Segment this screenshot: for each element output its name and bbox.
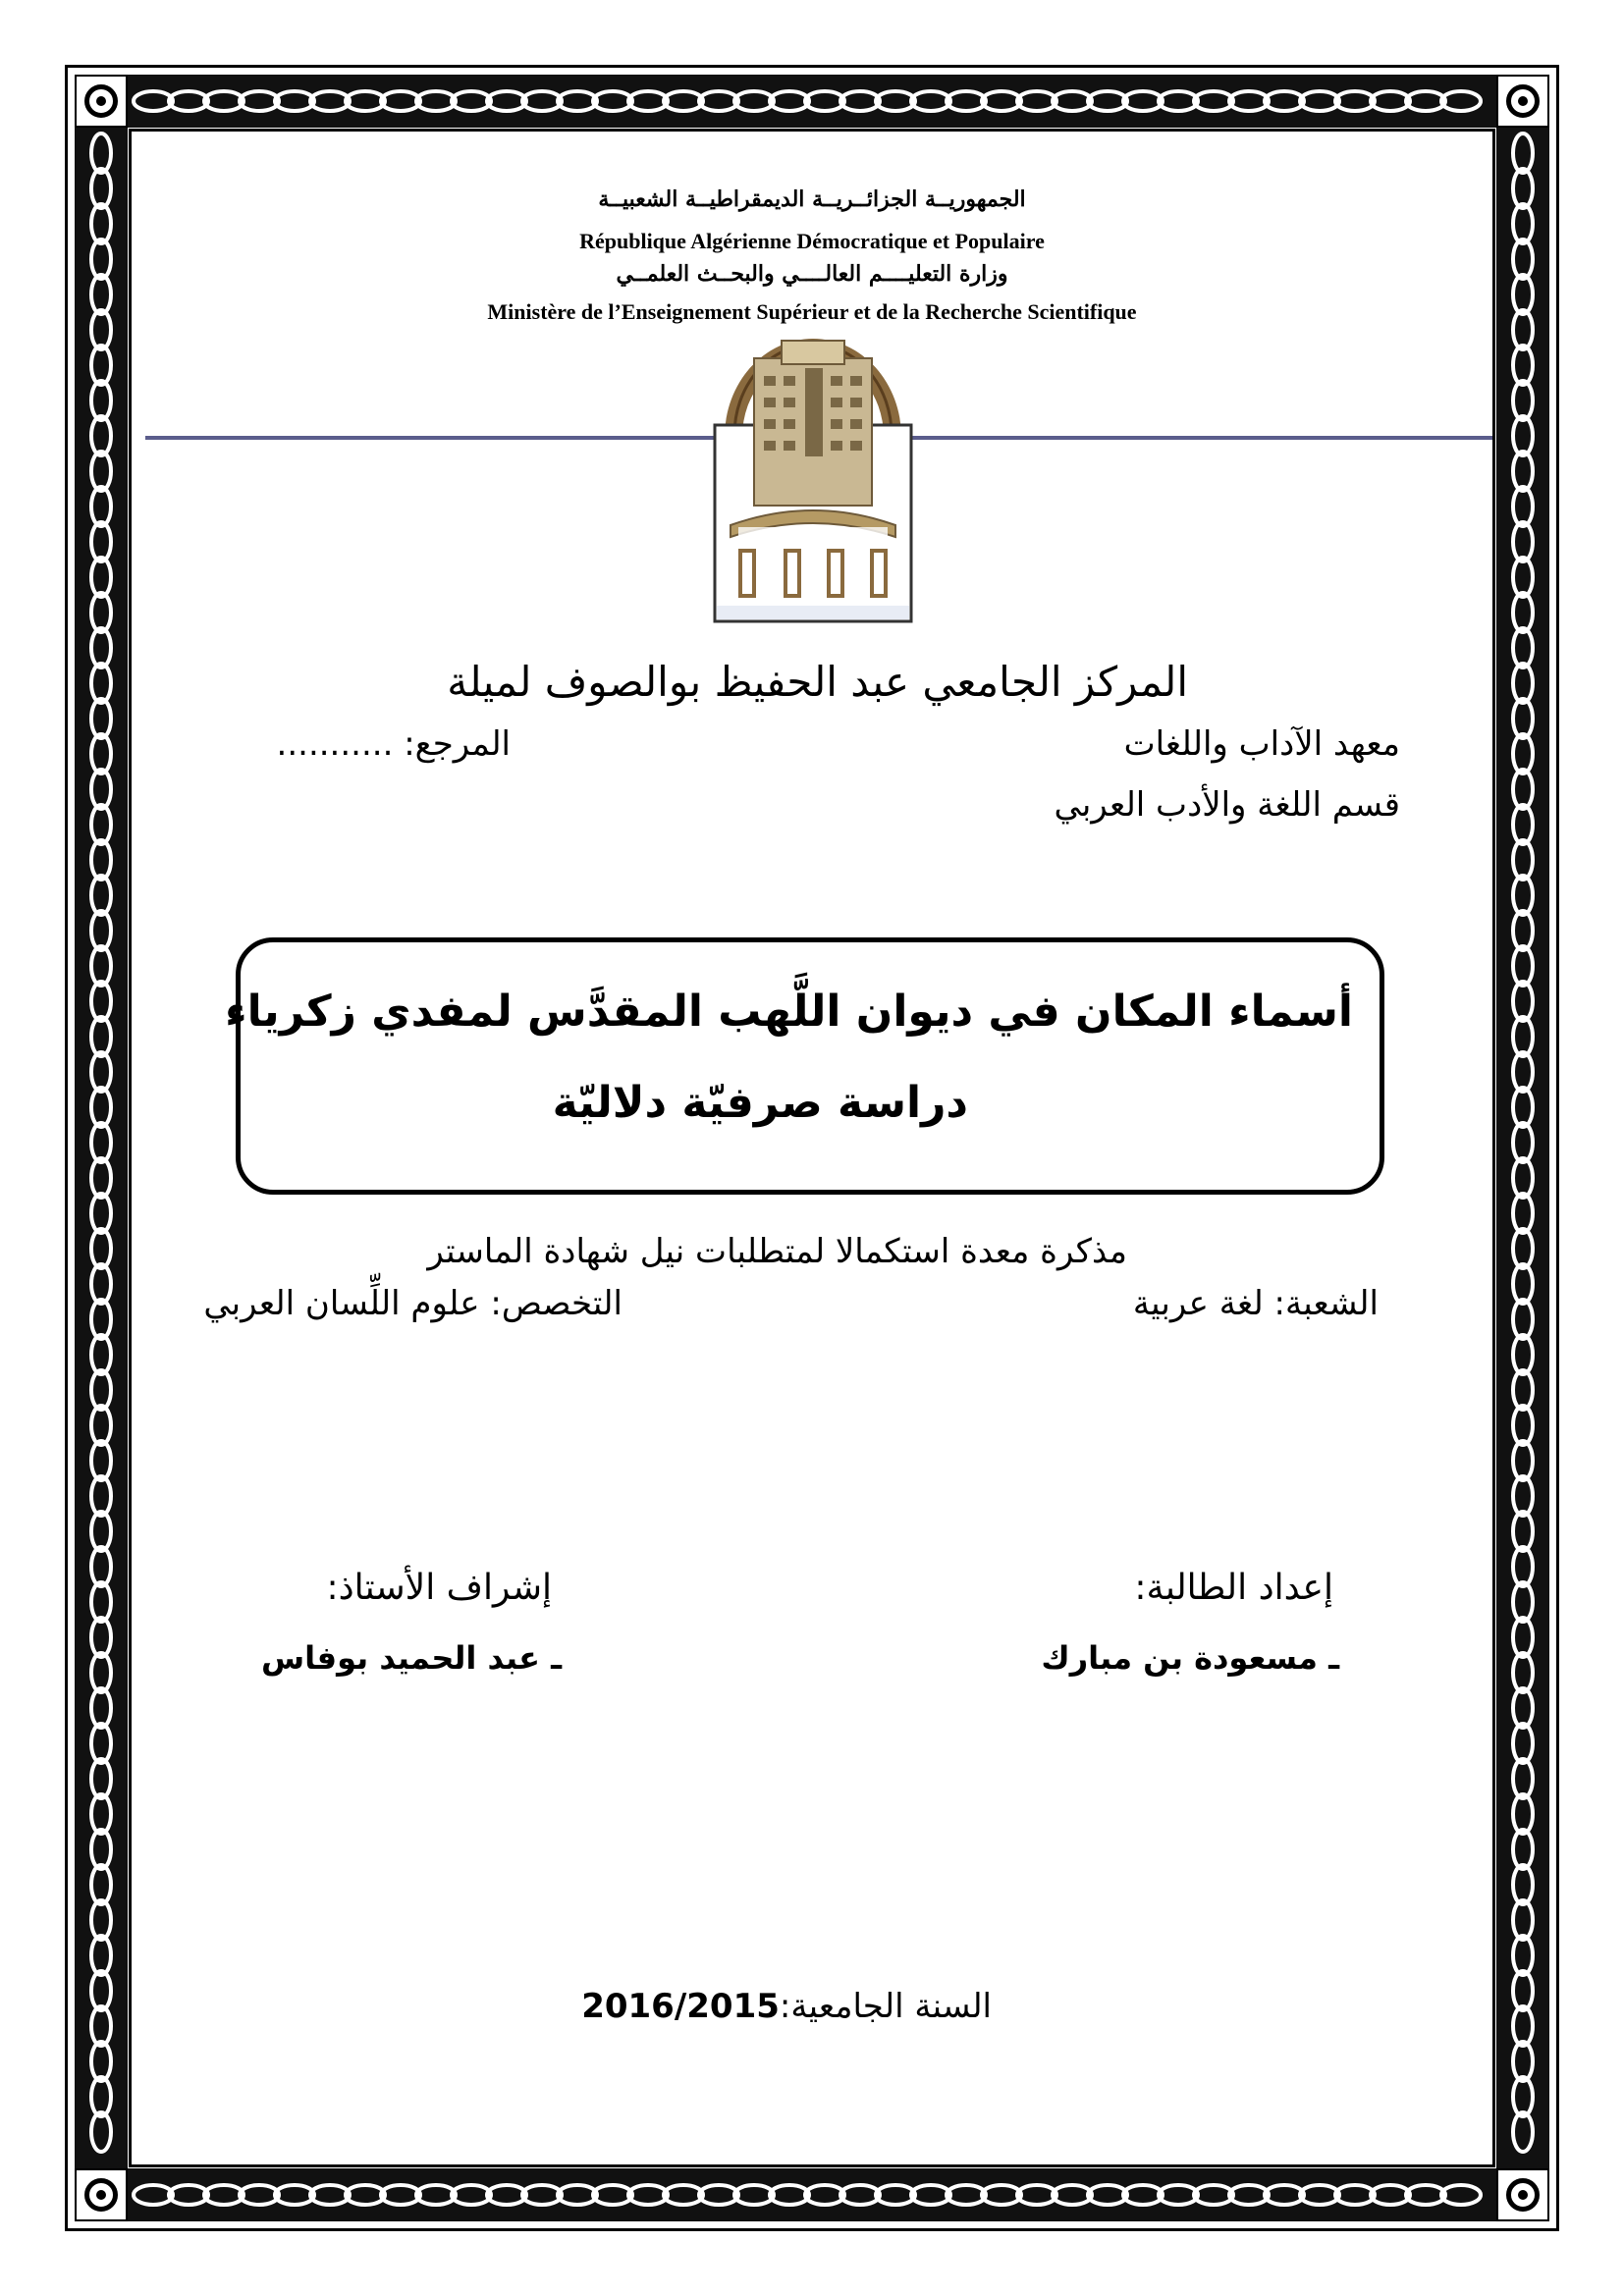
corner-ornament-icon — [75, 75, 128, 128]
thesis-purpose: مذكرة معدة استكمالا لمتطلبات نيل شهادة الماستر — [427, 1232, 1127, 1271]
academic-year-value: 2016/2015 — [581, 1987, 780, 2026]
academic-year — [581, 1987, 992, 2026]
republic-french: République Algérienne Démocratique et Populaire — [579, 229, 1045, 253]
academic-year-label: السنة الجامعية: — [779, 1987, 992, 2026]
thesis-title-box — [236, 937, 1384, 1195]
department-name: قسم اللغة والأدب العربي — [1054, 785, 1400, 825]
corner-ornament-icon — [1496, 2168, 1549, 2221]
reference-number: المرجع: ........... — [276, 724, 511, 764]
supervisor-label: إشراف الأستاذ: — [326, 1568, 552, 1608]
corner-ornament-icon — [1496, 75, 1549, 128]
supervisor-name: ـ عبد الحميد بوفاس — [260, 1639, 562, 1677]
ministry-french: Ministère de l’Enseignement Supérieur et de la Recherche Scientifique — [487, 299, 1137, 324]
header-divider-right — [911, 436, 1492, 440]
specialty: التخصص: علوم اللِّسان العربي — [203, 1284, 623, 1323]
thesis-title-line1: أسماء المكان في ديوان اللَّهب المقدَّس لمفدي زكرياء — [225, 987, 1353, 1037]
center-name: المركز الجامعي عبد الحفيظ بوالصوف لميلة — [447, 658, 1188, 706]
university-logo — [711, 319, 915, 625]
republic-arabic: الجمهوريــة الجزائــريــة الديمقراطيــة الشعبيــة — [598, 187, 1026, 212]
corner-ornament-icon — [75, 2168, 128, 2221]
institute-name: معهد الآداب واللغات — [1123, 724, 1400, 764]
header-divider-left — [145, 436, 715, 440]
branch: الشعبة: لغة عربية — [1132, 1284, 1379, 1323]
student-label: إعداد الطالبة: — [1134, 1568, 1333, 1608]
thesis-title-line2: دراسة صرفيّة دلاليّة — [552, 1078, 968, 1128]
student-name: ـ مسعودة بن مبارك — [1041, 1639, 1339, 1677]
ministry-arabic: وزارة التعليــــم العالــــي والبحــث العلمــي — [616, 261, 1008, 287]
